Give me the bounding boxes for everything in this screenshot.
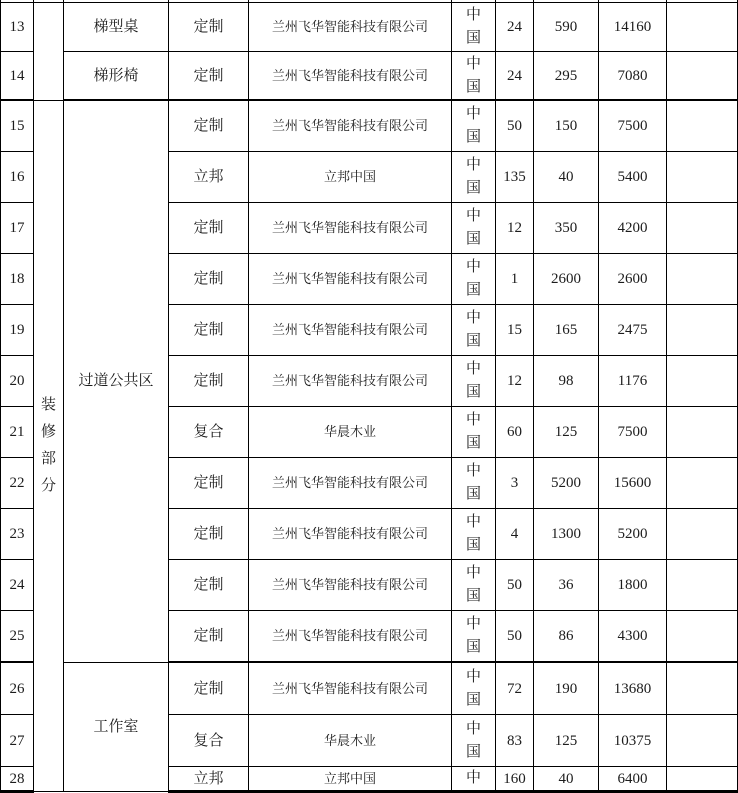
table-row: [1, 100, 738, 152]
country-cell: [452, 254, 496, 305]
country-text: 中国: [465, 616, 481, 655]
total-cell: 5400: [599, 152, 667, 203]
brand-cell: 立邦: [169, 152, 249, 203]
country-text: 中国: [465, 310, 481, 349]
total-cell: 10375: [599, 715, 667, 767]
row-number-cell: 20: [1, 356, 34, 407]
quantity-cell: 12: [496, 203, 534, 254]
brand-cell: 定制: [169, 254, 249, 305]
total-cell: 4300: [599, 611, 667, 663]
quantity-cell: 12: [496, 356, 534, 407]
remark-cell: [667, 52, 738, 101]
unit-price-cell: 350: [534, 203, 599, 254]
row-number-cell: 18: [1, 254, 34, 305]
unit-price-cell: 98: [534, 356, 599, 407]
remark-cell: [667, 356, 738, 407]
country-cell: [452, 611, 496, 663]
country-cell: [452, 52, 496, 101]
quantity-cell: 15: [496, 305, 534, 356]
unit-price-cell: 190: [534, 662, 599, 715]
remark-cell: [667, 767, 738, 792]
total-cell: 13680: [599, 662, 667, 715]
country-cell: [452, 560, 496, 611]
country-cell: [452, 152, 496, 203]
quantity-cell: 24: [496, 52, 534, 101]
quantity-cell: 50: [496, 611, 534, 663]
row-number-cell: 19: [1, 305, 34, 356]
quantity-cell: 4: [496, 509, 534, 560]
remark-cell: [667, 3, 738, 52]
supplier-cell: 兰州飞华智能科技有限公司: [249, 305, 452, 356]
brand-cell: 定制: [169, 100, 249, 152]
quantity-cell: 24: [496, 3, 534, 52]
supplier-cell: 兰州飞华智能科技有限公司: [249, 560, 452, 611]
remark-cell: [667, 715, 738, 767]
unit-price-cell: 165: [534, 305, 599, 356]
table-row: [1, 662, 738, 715]
row-number-cell: 13: [1, 3, 34, 52]
supplier-cell: 兰州飞华智能科技有限公司: [249, 662, 452, 715]
total-cell: 15600: [599, 458, 667, 509]
unit-price-cell: 36: [534, 560, 599, 611]
country-cell: [452, 100, 496, 152]
brand-cell: 复合: [169, 407, 249, 458]
area-cell: 工作室: [64, 662, 169, 792]
country-text: 中: [465, 770, 481, 786]
country-text: 中国: [465, 565, 481, 604]
section-cell-empty: [34, 3, 64, 101]
country-cell: [452, 662, 496, 715]
quantity-cell: 83: [496, 715, 534, 767]
total-cell: 2600: [599, 254, 667, 305]
country-text: 中国: [465, 720, 481, 760]
section-label: 装修部分: [40, 396, 56, 494]
unit-price-cell: 5200: [534, 458, 599, 509]
supplier-cell: 兰州飞华智能科技有限公司: [249, 52, 452, 101]
row-number-cell: 25: [1, 611, 34, 663]
country-cell: [452, 203, 496, 254]
remark-cell: [667, 254, 738, 305]
section-cell: [34, 100, 64, 792]
brand-cell: 立邦: [169, 767, 249, 792]
total-cell: 5200: [599, 509, 667, 560]
brand-cell: 定制: [169, 203, 249, 254]
supplier-cell: 兰州飞华智能科技有限公司: [249, 254, 452, 305]
brand-cell: 定制: [169, 305, 249, 356]
row-number-cell: 15: [1, 100, 34, 152]
quantity-cell: 1: [496, 254, 534, 305]
country-cell: [452, 407, 496, 458]
row-number-cell: 16: [1, 152, 34, 203]
total-cell: 6400: [599, 767, 667, 792]
row-number-cell: 28: [1, 767, 34, 792]
supplier-cell: 华晨木业: [249, 407, 452, 458]
country-cell: [452, 3, 496, 52]
unit-price-cell: 125: [534, 715, 599, 767]
remark-cell: [667, 560, 738, 611]
brand-cell: 定制: [169, 356, 249, 407]
item-name-cell: 梯形椅: [64, 52, 169, 101]
unit-price-cell: 295: [534, 52, 599, 101]
unit-price-cell: 125: [534, 407, 599, 458]
country-text: 中国: [465, 463, 481, 502]
supplier-cell: 兰州飞华智能科技有限公司: [249, 611, 452, 663]
unit-price-cell: 40: [534, 152, 599, 203]
remark-cell: [667, 152, 738, 203]
country-text: 中国: [465, 668, 481, 708]
unit-price-cell: 2600: [534, 254, 599, 305]
remark-cell: [667, 509, 738, 560]
brand-cell: 定制: [169, 52, 249, 101]
country-cell: [452, 767, 496, 792]
brand-cell: 定制: [169, 3, 249, 52]
total-cell: 14160: [599, 3, 667, 52]
country-text: 中国: [465, 157, 481, 196]
unit-price-cell: 86: [534, 611, 599, 663]
row-number-cell: 22: [1, 458, 34, 509]
total-cell: 1800: [599, 560, 667, 611]
row-number-cell: 24: [1, 560, 34, 611]
supplier-cell: 兰州飞华智能科技有限公司: [249, 356, 452, 407]
total-cell: 2475: [599, 305, 667, 356]
brand-cell: 定制: [169, 509, 249, 560]
quantity-cell: 3: [496, 458, 534, 509]
quantity-cell: 50: [496, 100, 534, 152]
brand-cell: 定制: [169, 560, 249, 611]
unit-price-cell: 150: [534, 100, 599, 152]
country-text: 中国: [465, 55, 481, 95]
country-text: 中国: [465, 7, 481, 46]
row-number-cell: 17: [1, 203, 34, 254]
country-cell: [452, 458, 496, 509]
total-cell: 4200: [599, 203, 667, 254]
quantity-cell: 72: [496, 662, 534, 715]
supplier-cell: 立邦中国: [249, 152, 452, 203]
quantity-cell: 135: [496, 152, 534, 203]
country-text: 中国: [465, 412, 481, 451]
brand-cell: 定制: [169, 458, 249, 509]
remark-cell: [667, 305, 738, 356]
row-number-cell: 14: [1, 52, 34, 101]
country-text: 中国: [465, 259, 481, 298]
item-name-cell: 梯型桌: [64, 3, 169, 52]
supplier-cell: 兰州飞华智能科技有限公司: [249, 203, 452, 254]
total-cell: 7500: [599, 100, 667, 152]
remark-cell: [667, 662, 738, 715]
supplier-cell: 兰州飞华智能科技有限公司: [249, 100, 452, 152]
country-cell: [452, 509, 496, 560]
table-row: [1, 3, 738, 52]
country-text: 中国: [465, 361, 481, 400]
brand-cell: 复合: [169, 715, 249, 767]
total-cell: 7080: [599, 52, 667, 101]
quantity-cell: 60: [496, 407, 534, 458]
unit-price-cell: 40: [534, 767, 599, 792]
quantity-cell: 160: [496, 767, 534, 792]
row-number-cell: 26: [1, 662, 34, 715]
total-cell: 7500: [599, 407, 667, 458]
country-text: 中国: [465, 106, 481, 145]
supplier-cell: 兰州飞华智能科技有限公司: [249, 509, 452, 560]
remark-cell: [667, 611, 738, 663]
supplier-cell: 华晨木业: [249, 715, 452, 767]
row-number-cell: 21: [1, 407, 34, 458]
country-cell: [452, 356, 496, 407]
country-text: 中国: [465, 208, 481, 247]
country-cell: [452, 715, 496, 767]
row-number-cell: 23: [1, 509, 34, 560]
unit-price-cell: 1300: [534, 509, 599, 560]
supplier-cell: 立邦中国: [249, 767, 452, 792]
remark-cell: [667, 100, 738, 152]
row-number-cell: 27: [1, 715, 34, 767]
area-cell: 过道公共区: [64, 100, 169, 662]
brand-cell: 定制: [169, 611, 249, 663]
supplier-cell: 兰州飞华智能科技有限公司: [249, 458, 452, 509]
brand-cell: 定制: [169, 662, 249, 715]
table-row: [1, 52, 738, 101]
quantity-cell: 50: [496, 560, 534, 611]
remark-cell: [667, 203, 738, 254]
unit-price-cell: 590: [534, 3, 599, 52]
remark-cell: [667, 458, 738, 509]
remark-cell: [667, 407, 738, 458]
total-cell: 1176: [599, 356, 667, 407]
country-text: 中国: [465, 514, 481, 553]
country-cell: [452, 305, 496, 356]
supplier-cell: 兰州飞华智能科技有限公司: [249, 3, 452, 52]
